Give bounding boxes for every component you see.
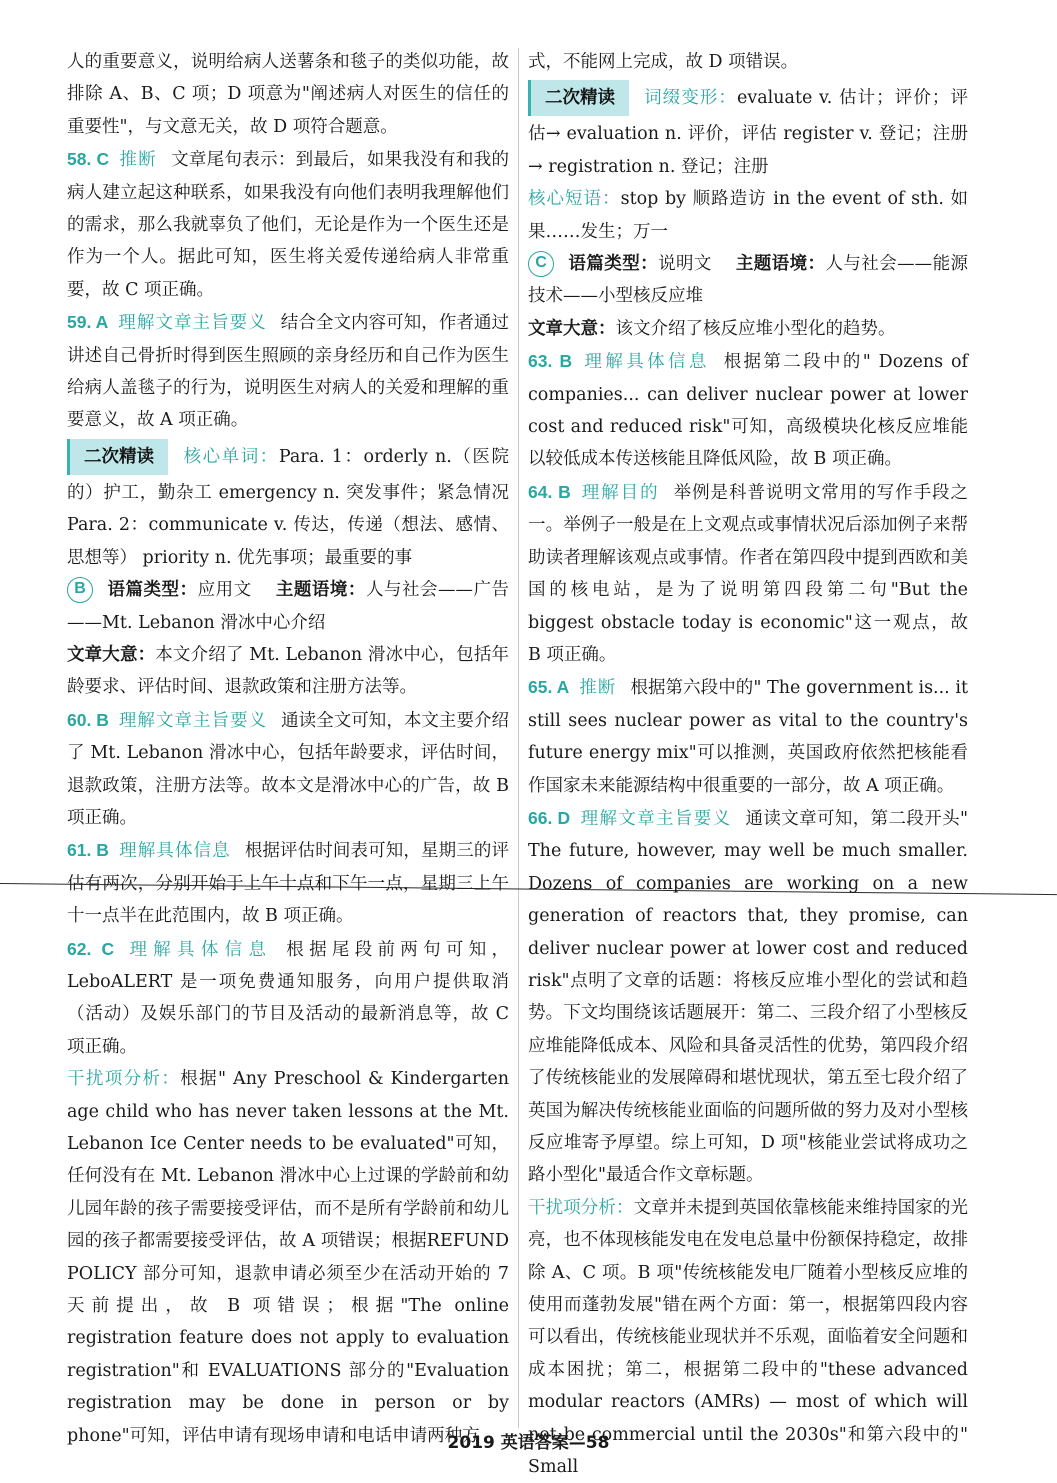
answer-61 xyxy=(67,834,509,932)
answer-62-tag: 理解具体信息 xyxy=(124,939,273,960)
answer-64-text: 举例是科普说明文常用的写作手段之一。举例子一般是在上文观点或事情状况后添加例子来帮助读者理解该观点或事情。作者在第四段中提到西欧和美国的核电站，是为了说明第四段第二句"But the biggest obstacle today is economic"这一观点，故 B 项正确。 xyxy=(528,482,969,665)
passage-b-header xyxy=(67,574,509,639)
left-intro-paragraph: 人的重要意义，说明给病人送薯条和毯子的类似功能，故排除 A、B、C 项；D 项意为"阐述病人对医生的信任的重要性"，与文意无关，故 D 项符合题意。 xyxy=(67,52,509,137)
passage-b-summary-value: 本文介绍了 Mt. Lebanon 滑冰中心，包括年龄要求、评估时间、退款政策和注册方法等。 xyxy=(67,644,509,698)
answer-66-number: 66. D xyxy=(528,807,571,828)
answer-65 xyxy=(528,671,968,802)
passage-b-summary-label: 文章大意： xyxy=(67,644,156,665)
passage-b-letter: B xyxy=(67,577,93,603)
answer-64-number: 64. B xyxy=(528,481,571,502)
answer-59-number: 59. A xyxy=(67,312,109,333)
answer-61-number: 61. B xyxy=(67,840,109,861)
distractor-analysis-left xyxy=(67,1063,509,1452)
answer-61-text: 根据评估时间表可知，星期三的评估有两次，分别开始于上午十点和下午一点，星期三上午十一点半在此范围内，故 B 项正确。 xyxy=(67,841,510,927)
answer-62-number: 62. C xyxy=(67,938,115,959)
review-badge-right: 二次精读 xyxy=(528,80,629,116)
passage-b-theme-label: 主题语境： xyxy=(275,580,366,601)
answer-66 xyxy=(528,802,968,1192)
passage-c-summary xyxy=(528,313,968,345)
answer-63-tag: 理解具体信息 xyxy=(582,352,710,373)
affix-label: 词缀变形： xyxy=(643,88,737,109)
answer-59-text: 结合全文内容可知，作者通过讲述自己骨折时得到医生照顾的亲身经历和自己作为医生给病人盖毯子的行为，说明医生对病人的关爱和理解的重要意义，故 A 项正确。 xyxy=(67,313,510,431)
passage-b-theme-value: 人与社会——广告——Mt. Lebanon 滑冰中心介绍 xyxy=(67,580,510,633)
answer-60-number: 60. B xyxy=(67,709,109,730)
answer-65-number: 65. A xyxy=(528,677,570,698)
answer-63 xyxy=(528,345,968,476)
passage-b-summary xyxy=(67,639,509,704)
affix-text: evaluate v. 估计；评价；评估→ evaluation n. 评价，评估 register v. 登记；注册→ registration n. 登记；注册 xyxy=(528,88,968,177)
answer-65-text: 根据第六段中的" The government is... it still sees nuclear power as vital to the country's future energy mix"可以推测，英国政府依然把核能看作国家未来能源结构中很重要的一部分，故 A 项正确。 xyxy=(528,678,968,796)
answer-61-tag: 理解具体信息 xyxy=(118,841,231,862)
right-column xyxy=(528,46,968,1483)
answer-62 xyxy=(67,933,509,1064)
answer-64-tag: 理解目的 xyxy=(580,482,660,503)
answer-59-tag: 理解文章主旨要义 xyxy=(118,313,267,334)
right-intro-paragraph: 式，不能网上完成，故 D 项错误。 xyxy=(528,52,799,72)
passage-c-header xyxy=(528,248,968,313)
answer-60-text: 通读全文可知，本文主要介绍了 Mt. Lebanon 滑冰中心，包括年龄要求，评估时间，退款政策，注册方法等。故本文是滑冰中心的广告，故 B 项正确。 xyxy=(67,710,510,828)
passage-c-summary-label: 文章大意： xyxy=(528,318,616,339)
passage-c-summary-value: 该文介绍了核反应堆小型化的趋势。 xyxy=(615,318,896,339)
passage-c-theme-label: 主题语境： xyxy=(735,254,826,275)
answer-60 xyxy=(67,704,509,835)
column-divider xyxy=(518,48,519,1428)
answer-58 xyxy=(67,143,509,306)
answer-58-tag: 推断 xyxy=(119,150,158,171)
passage-c-letter: C xyxy=(528,251,554,277)
answer-60-tag: 理解文章主旨要义 xyxy=(118,710,268,731)
left-column xyxy=(67,46,509,1452)
answer-65-tag: 推断 xyxy=(579,678,617,699)
phrases-text: stop by 顺路造访 in the event of sth. 如果……发生；万一 xyxy=(528,189,968,242)
passage-c-type-value: 说明文 xyxy=(658,254,712,275)
core-phrases xyxy=(528,183,968,248)
answer-63-number: 63. B xyxy=(528,351,573,372)
passage-b-type-label: 语篇类型： xyxy=(107,580,198,601)
answer-66-text: 通读文章可知，第二段开头" The future, however, may well be much smaller. Dozens of companies are working on a new generation of reactors that, they promise, can deliver nuclear power at lower cost and reduced risk"点明了文章的话题：将核反应堆小型化的尝试和趋势。下文均围绕该话题展开：第二、三段介绍了小型核反应堆能降低成本、风险和具备灵活性的优势，第四段介绍了传统核能业的发展障碍和堪忧现状，第五至七段介绍了英国为解决传统核能业面临的问题所做的努力及对小型核反应堆寄予厚望。综上可知，D 项"核能业尝试将成功之路小型化"最适合作文章标题。 xyxy=(528,808,969,1186)
page-footer: 2019 英语答案—58 xyxy=(447,1433,610,1453)
answer-62-text: 根据尾段前两句可知，LeboALERT 是一项免费通知服务，向用户提供取消（活动）及娱乐部门的节目及活动的最新消息等，故 C 项正确。 xyxy=(67,939,510,1057)
review-section-b xyxy=(528,78,968,183)
distractor-text-left: 根据" Any Preschool & Kindergarten age child who has never taken lessons at the Mt. Lebanon Ice Center needs to be evaluated"可知，任何没有在 Mt. Lebanon 滑冰中心上过课的学龄前和幼儿园年龄的孩子需要接受评估，而不是所有学龄前和幼儿园的孩子都需要接受评估，故 A 项错误；根据REFUND POLICY 部分可知，退款申请必须至少在活动开始的 7 天前提出，故 B 项错误；根据"The online registration feature does not apply to evaluation registration"和 EVALUATIONS 部分的"Evaluation registration may be done in person or by phone"可知，评估申请有现场申请和电话申请两种方 xyxy=(67,1069,510,1446)
passage-b-type-value: 应用文 xyxy=(197,580,252,601)
phrases-label: 核心短语： xyxy=(528,189,621,210)
answer-58-text: 文章尾句表示：到最后，如果我没有和我的病人建立起这种联系，如果我没有向他们表明我理解他们的需求，那么我就辜负了他们，无论是作为一个医生还是作为一个人。据此可知，医生将关爱传递给病人非常重要，故 C 项正确。 xyxy=(67,150,510,300)
review-label: 核心单词： xyxy=(182,446,279,467)
distractor-label-left: 干扰项分析： xyxy=(67,1069,181,1090)
review-text: Para. 1：orderly n.（医院的）护工，勤杂工 emergency n. 突发事件；紧急情况 Para. 2：communicate v. 传达，传递（想法、感情、思想等） priority n. 优先事项；最重要的事 xyxy=(67,446,509,568)
answer-59 xyxy=(67,306,509,437)
review-badge: 二次精读 xyxy=(67,439,168,475)
passage-c-type-label: 语篇类型： xyxy=(568,254,659,275)
answer-66-tag: 理解文章主旨要义 xyxy=(580,808,732,829)
answer-58-number: 58. C xyxy=(67,149,110,170)
answer-64 xyxy=(528,476,968,671)
passage-c-theme-value: 人与社会——能源技术——小型核反应堆 xyxy=(528,254,969,307)
distractor-text-right: 文章并未提到英国依靠核能来维持国家的光亮，也不体现核能发电在发电总量中份额保持稳定，故排除 A、C 项。B 项"传统核能发电厂随着小型核反应堆的使用而蓬勃发展"错在两个方面：第一，根据第四段内容可以看出，传统核能业现状并不乐观，面临着安全问题和成本困扰；第二，根据第二段中的"these advanced modular reactors (AMRs) — most of which will not be commercial until the 2030s"和第六段中的" Small xyxy=(528,1197,968,1478)
review-section-a xyxy=(67,437,509,574)
answer-63-text: 根据第二段中的" Dozens of companies... can deliver nuclear power at lower cost and reduced risk"可知，高级模块化核反应堆能以较低成本传送核能且降低风险，故 B 项正确。 xyxy=(528,352,969,470)
distractor-label-right: 干扰项分析： xyxy=(528,1197,634,1218)
